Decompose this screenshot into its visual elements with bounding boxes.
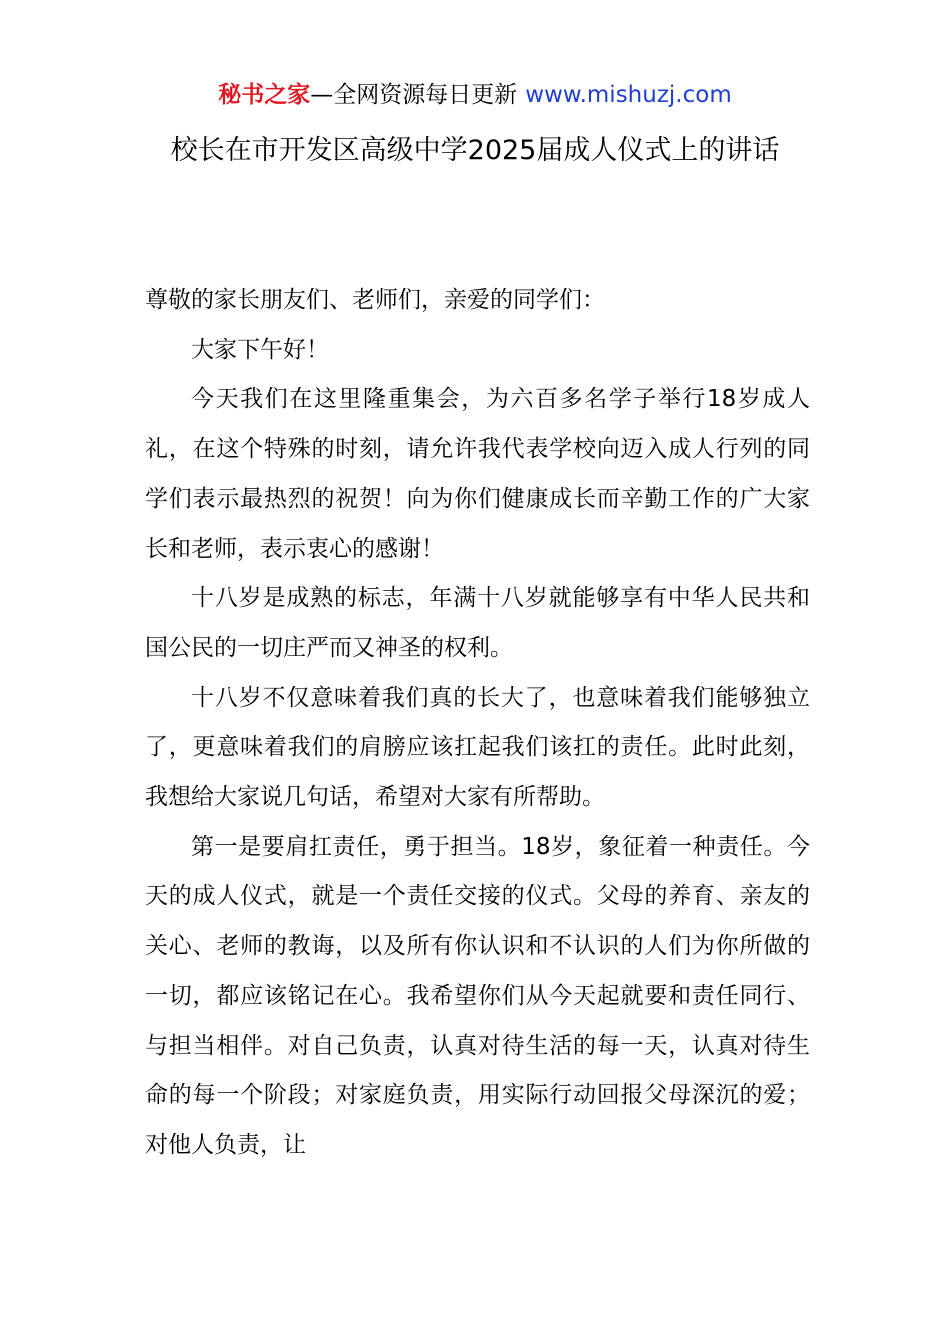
paragraph: 今天我们在这里隆重集会，为六百多名学子举行18岁成人礼，在这个特殊的时刻，请允许我代表学校向迈入成人行列的同学们表示最热烈的祝贺！向为你们健康成长而辛勤工作的广大家长和老师，表示衷心的感谢！ (145, 386, 810, 562)
salutation: 尊敬的家长朋友们、老师们，亲爱的同学们： (145, 287, 605, 313)
paragraph: 十八岁不仅意味着我们真的长大了，也意味着我们能够独立了，更意味着我们的肩膀应该扛起我们该扛的责任。此时此刻，我想给大家说几句话，希望对大家有所帮助。 (145, 684, 810, 811)
header-tagline: —全网资源每日更新 (310, 82, 518, 108)
brand-name: 秘书之家 (218, 82, 311, 108)
site-url-link[interactable]: www.mishuzj.com (525, 82, 732, 108)
document-title: 校长在市开发区高级中学2025届成人仪式上的讲话 (170, 135, 780, 166)
site-header (0, 78, 950, 112)
paragraph: 大家下午好！ (191, 336, 329, 363)
document-body (145, 276, 810, 1171)
paragraph: 第一是要肩扛责任，勇于担当。18岁，象征着一种责任。今天的成人仪式，就是一个责任交接的仪式。父母的养育、亲友的关心、老师的教诲，以及所有你认识和不认识的人们为你所做的一切，都应该铭记在心。我希望你们从今天起就要和责任同行、与担当相伴。对自己负责，认真对待生活的每一天，认真对待生命的每一个阶段；对家庭负责，用实际行动回报父母深沉的爱；对他人负责，让 (145, 833, 810, 1158)
paragraph: 十八岁是成熟的标志，年满十八岁就能够享有中华人民共和国公民的一切庄严而又神圣的权利。 (145, 585, 810, 661)
